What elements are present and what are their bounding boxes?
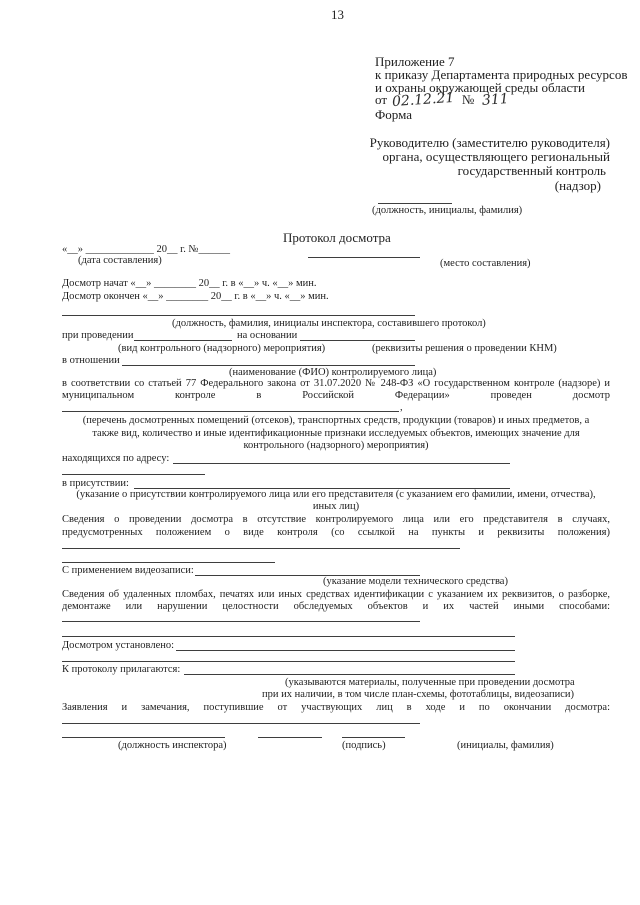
date-number-line: «__» _____________ 20__ г. №______: [62, 244, 231, 255]
law-line-1: в соответствии со статьей 77 Федерального закона от 31.07.2020 № 248-ФЗ «О государственном контроле (надзоре) и: [62, 378, 610, 389]
inspector-position-caption: (должность инспектора): [118, 740, 227, 751]
blank-line-inspector: [62, 315, 415, 316]
appendix-title: Приложение 7: [375, 54, 455, 69]
signature-caption: (подпись): [342, 740, 386, 751]
date-prefix: от: [375, 92, 388, 107]
blank-line-controlled-person: [122, 365, 415, 366]
blank-line-findings-2: [62, 661, 515, 662]
addressee-caption: (должность, инициалы, фамилия): [372, 205, 523, 216]
statements-label: Заявления и замечания, поступившие от участвующих лиц в ходе и по окончании досмотра:: [62, 702, 610, 713]
appendix-order-line-2: и охраны окружающей среды области: [375, 80, 585, 95]
conducting-label: при проведении: [62, 330, 134, 341]
items-caption-line-1: (перечень досмотренных помещений (отсеков), транспортных средств, продукции (товаров) и иных предметов, а: [82, 415, 590, 426]
decision-caption: (реквизиты решения о проведении КНМ): [372, 343, 557, 354]
seals-line-1: Сведения об удаленных пломбах, печатях или иных средствах идентификации с указанием их реквизитов, о разборке,: [62, 589, 610, 600]
blank-line-place: [308, 257, 420, 258]
document-title: Протокол досмотра: [283, 230, 391, 245]
attachments-label: К протоколу прилагаются:: [62, 664, 181, 675]
handwritten-date: 02.12.21: [391, 89, 456, 111]
blank-line-attachments: [184, 674, 515, 675]
blank-line-seals-1: [62, 621, 420, 622]
presence-caption-line-2: иных лиц): [312, 501, 360, 512]
regarding-caption: (наименование (ФИО) контролируемого лица): [229, 367, 437, 378]
seals-line-2: демонтаже или нарушении целостности обследуемых объектов и их частей иными способами:: [62, 601, 610, 612]
addressee-line-1: Руководителю (заместителю руководителя): [369, 135, 610, 150]
blank-line-event-kind: [134, 340, 232, 341]
presence-caption-line-1: (указание о присутствии контролируемого лица или его представителя (с указанием его фамилии, имени, отчества),: [76, 489, 596, 500]
blank-line-absence-2: [62, 562, 275, 563]
blank-line-addressee: [378, 203, 452, 204]
event-kind-caption: (вид контрольного (надзорного) мероприятия): [118, 343, 326, 354]
addressee-line-4: (надзор): [554, 178, 601, 193]
addressee-line-2: органа, осуществляющего региональный: [382, 149, 610, 164]
place-caption: (место составления): [440, 258, 531, 269]
absence-line-1: Сведения о проведении досмотра в отсутствие контролируемого лица или его представителя в случаях,: [62, 514, 610, 525]
blank-line-address-2: [62, 474, 205, 475]
video-label: С применением видеозаписи:: [62, 565, 194, 576]
blank-line-inspector-position: [62, 737, 225, 738]
form-label: Форма: [375, 107, 412, 122]
basis-label: на основании: [237, 330, 298, 341]
appendix-order-line-1: к приказу Департамента природных ресурсов: [375, 67, 628, 82]
findings-label: Досмотром установлено:: [62, 640, 175, 651]
presence-label: в присутствии:: [62, 478, 129, 489]
items-caption-line-2: также вид, количество и иные идентификационные признаки исследуемых объектов, имеющих значение для: [92, 428, 580, 439]
blank-line-seals-2: [62, 636, 515, 637]
attachments-caption-line-1: (указываются материалы, полученные при проведении досмотра: [285, 677, 575, 688]
blank-line-decision: [300, 340, 415, 341]
blank-line-address: [173, 463, 510, 464]
law-line-2: муниципальном контроле в Российской Федерации» проведен досмотр: [62, 390, 610, 401]
blank-line-absence-1: [62, 548, 460, 549]
items-comma: ,: [400, 402, 403, 413]
blank-line-initials: [342, 737, 405, 738]
attachments-caption-line-2: при их наличии, в том числе план-схемы, фототаблицы, видеозаписи): [262, 689, 575, 700]
inspector-caption: (должность, фамилия, инициалы инспектора, составившего протокол): [172, 318, 486, 329]
blank-line-findings-1: [176, 650, 515, 651]
blank-line-statements: [62, 723, 420, 724]
address-label: находящихся по адресу:: [62, 453, 170, 464]
video-caption: (указание модели технического средства): [323, 576, 508, 587]
blank-line-signature: [258, 737, 322, 738]
inspection-end-line: Досмотр окончен «__» ________ 20__ г. в «__» ч. «__» мин.: [62, 291, 329, 302]
regarding-label: в отношении: [62, 355, 120, 366]
absence-line-2: предусмотренных положением о виде контроля (со ссылкой на пункты и реквизиты положения): [62, 527, 610, 538]
date-caption: (дата составления): [78, 255, 162, 266]
addressee-line-3: государственный контроль: [457, 163, 606, 178]
blank-line-inspected-items: [62, 411, 399, 412]
page-number: 13: [331, 7, 344, 22]
handwritten-number: 311: [480, 91, 509, 109]
inspection-start-line: Досмотр начат «__» ________ 20__ г. в «__» ч. «__» мин.: [62, 278, 317, 289]
number-sign: №: [461, 92, 475, 107]
appendix-date-line: [375, 89, 509, 111]
initials-caption: (инициалы, фамилия): [457, 740, 554, 751]
items-caption-line-3: контрольного (надзорного) мероприятия): [243, 440, 429, 451]
